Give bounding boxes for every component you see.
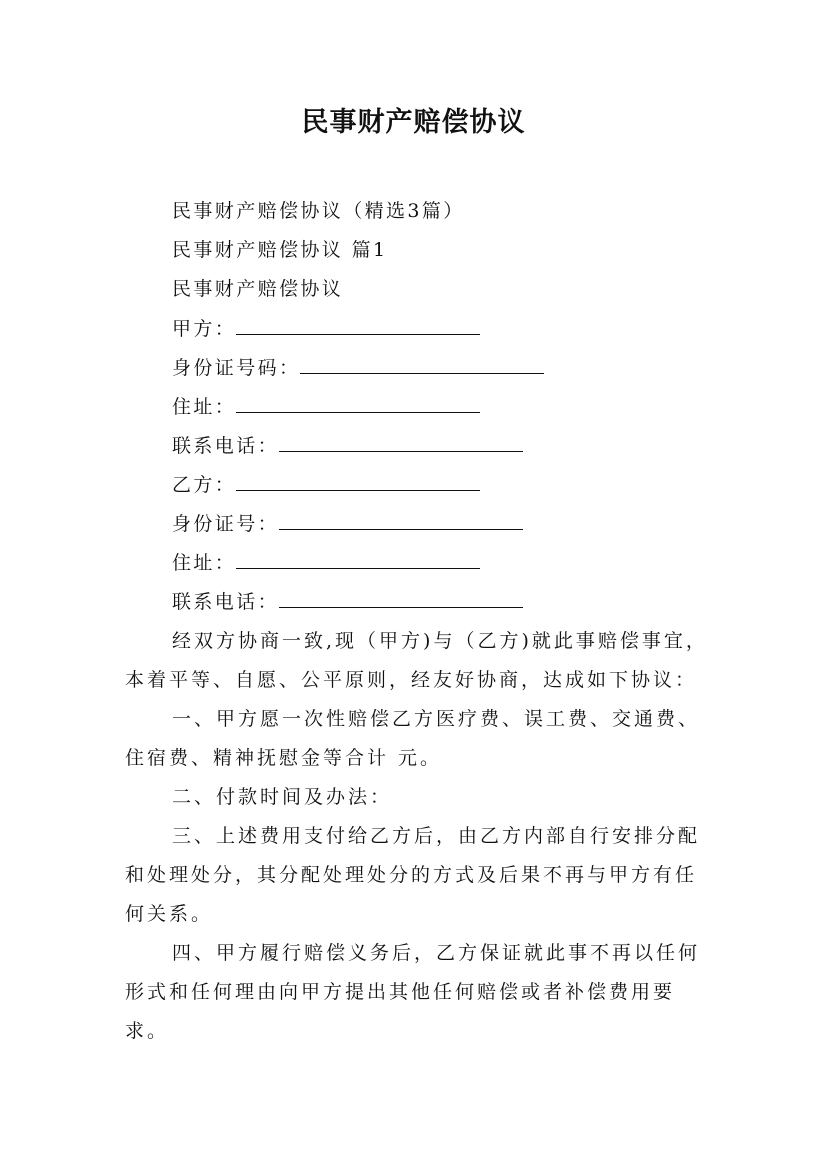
agreement-title: 民事财产赔偿协议 xyxy=(172,278,344,300)
party-a-label: 甲方： xyxy=(172,318,237,340)
paragraph-intro: 经双方协商一致,现（甲方)与（乙方)就此事赔偿事宜，本着平等、自愿、公平原则，经友好协商，达成如下协议： xyxy=(125,630,708,691)
paragraph-clause-3: 三、上述费用支付给乙方后，由乙方内部自行安排分配和处理处分，其分配处理处分的方式及后果不再与甲方有任何关系。 xyxy=(125,825,701,925)
party-b-phone-field xyxy=(172,587,523,616)
section-heading: 民事财产赔偿协议 篇1 xyxy=(172,239,388,261)
party-a-address-blank xyxy=(236,392,480,413)
party-a-phone-blank xyxy=(279,431,523,452)
document-subtitle: 民事财产赔偿协议（精选3篇） xyxy=(172,200,465,222)
party-a-phone-field xyxy=(172,431,523,460)
party-b-label: 乙方： xyxy=(172,474,237,496)
party-b-address-blank xyxy=(236,548,480,569)
paragraph-clause-2: 二、付款时间及办法： xyxy=(172,786,393,808)
party-b-blank xyxy=(236,470,480,491)
party-a-address-field xyxy=(172,392,480,421)
party-a-address-label: 住址： xyxy=(172,396,237,418)
party-a-phone-label: 联系电话： xyxy=(172,435,280,457)
party-b-address-label: 住址： xyxy=(172,552,237,574)
party-b-id-blank xyxy=(279,509,523,530)
party-b-address-field xyxy=(172,548,480,577)
party-b-phone-label: 联系电话： xyxy=(172,591,280,613)
party-a-id-blank xyxy=(300,353,544,374)
party-a-id-label: 身份证号码： xyxy=(172,357,301,379)
paragraph-clause-1: 一、甲方愿一次性赔偿乙方医疗费、误工费、交通费、住宿费、精神抚慰金等合计 元。 xyxy=(125,708,701,769)
party-b-id-label: 身份证号： xyxy=(172,513,280,535)
party-a-blank xyxy=(236,314,480,335)
paragraph-clause-4: 四、甲方履行赔偿义务后，乙方保证就此事不再以任何形式和任何理由向甲方提出其他任何赔偿或者补偿费用要求。 xyxy=(125,942,701,1042)
party-a-field xyxy=(172,314,480,343)
party-b-field xyxy=(172,470,480,499)
party-b-phone-blank xyxy=(279,587,523,608)
party-a-id-field xyxy=(172,353,544,382)
party-b-id-field xyxy=(172,509,523,538)
document-title: 民事财产赔偿协议 xyxy=(301,107,526,138)
